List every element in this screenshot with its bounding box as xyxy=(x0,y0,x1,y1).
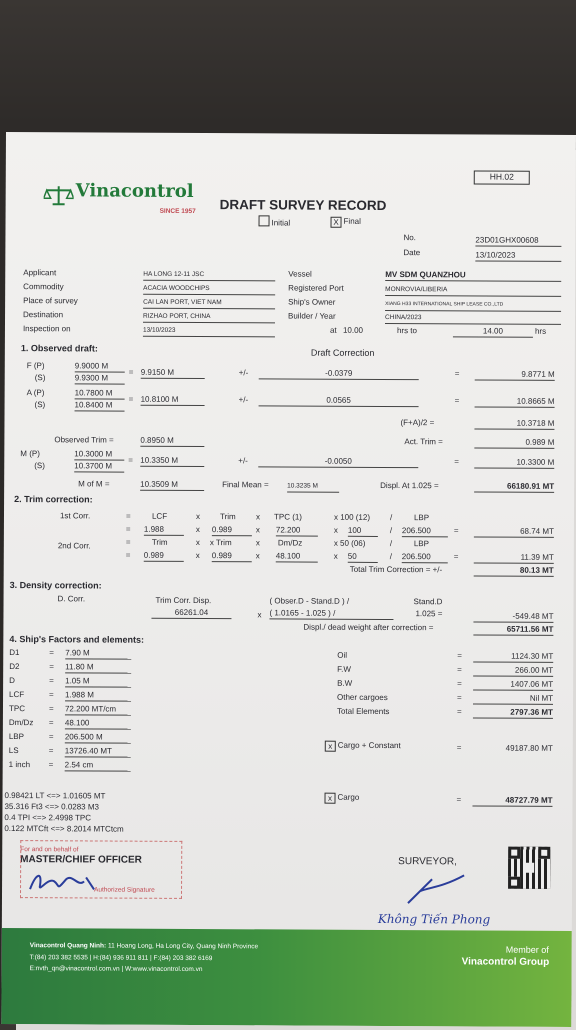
vessel-value: MV SDM QUANZHOU xyxy=(385,269,561,282)
ms-label: (S) xyxy=(34,460,45,471)
after-correction-value: 65711.56 MT xyxy=(473,623,553,635)
eq-sign: = xyxy=(128,455,133,466)
v2-dmdz: 48.100 xyxy=(276,550,318,562)
eq-sign: = xyxy=(49,745,54,756)
no-label: No. xyxy=(403,232,416,243)
scale-icon xyxy=(44,184,74,206)
eq-sign: = xyxy=(129,394,134,405)
owner-value: XIANG H33 INTERNATIONAL SHIP LEASE CO.,LTD xyxy=(385,299,561,312)
pm-sign: +/- xyxy=(239,367,249,378)
eq-sign: = xyxy=(457,706,462,717)
as-value: 10.8400 M xyxy=(75,399,125,411)
h1-lbp: LBP xyxy=(414,512,429,523)
mp-value: 10.3000 M xyxy=(74,448,124,460)
a-correction: 0.0565 xyxy=(259,394,419,407)
h2-dmdz: Dm/Dz xyxy=(278,537,303,548)
ms-value: 10.3700 M xyxy=(74,460,124,472)
footer-member: Member of xyxy=(506,945,549,955)
factor-value: 72.200 MT/cm xyxy=(65,703,131,715)
cargo-option: x Cargo xyxy=(324,792,359,804)
conv-mtc: 0.122 MTCft <=> 8.2014 MTCtcm xyxy=(4,823,123,835)
obs-trim-label: Observed Trim = xyxy=(54,434,113,445)
footer-tel: T:(84) 203 382 5535 | H:(84) 936 911 811 | F:(84) 203 382 6169 xyxy=(30,954,213,962)
eq-sign: = xyxy=(457,678,462,689)
fp-value: 9.9000 M xyxy=(75,360,125,372)
stand-d-value: 1.025 = xyxy=(415,608,442,619)
total-trim-label: Total Trim Correction = +/- xyxy=(350,564,443,575)
fa2-label: (F+A)/2 = xyxy=(400,417,434,428)
elements-list xyxy=(6,132,576,135)
eq-sign: = xyxy=(49,731,54,742)
eq-sign: = xyxy=(455,368,460,379)
section-observed-draft: 1. Observed draft: xyxy=(21,343,98,354)
stand-d-label: Stand.D xyxy=(414,596,443,607)
commodity-value: ACACIA WOODCHIPS xyxy=(143,283,275,296)
section-density-correction: 3. Density correction: xyxy=(10,580,102,591)
eq-sign: = xyxy=(129,367,134,378)
v1-lbp: 206.500 xyxy=(402,525,448,537)
doc-code: HH.02 xyxy=(475,171,529,182)
factor-value: 2.54 cm xyxy=(65,759,131,771)
tcd-value: 66261.04 xyxy=(151,607,231,619)
date-value: 13/10/2023 xyxy=(475,249,561,261)
r2-value: 11.39 MT xyxy=(474,551,554,563)
eq-sign: = xyxy=(49,759,54,770)
builder-value: CHINA/2023 xyxy=(385,312,561,325)
final-option: X Final xyxy=(331,216,361,228)
destination-label: Destination xyxy=(23,309,63,320)
a-result: 10.8665 M xyxy=(475,395,555,407)
factor-value: 11.80 M xyxy=(65,661,131,673)
stamp-for-behalf: For and on behalf of xyxy=(20,844,78,855)
place-value: CAI LAN PORT, VIET NAM xyxy=(143,297,275,310)
cargo-constant-checkbox: x xyxy=(325,741,336,752)
factor-key: 1 inch xyxy=(9,759,30,770)
m-mean: 10.3350 M xyxy=(140,455,204,467)
h1-slash: / xyxy=(390,512,392,523)
v1-100: 100 xyxy=(348,525,378,537)
h2-xtrim: x Trim xyxy=(210,537,232,548)
factor-key: D2 xyxy=(9,661,19,672)
factor-value: 48.100 xyxy=(65,717,131,729)
fp-label: F (P) xyxy=(27,360,45,371)
v2-lbp: 206.500 xyxy=(402,551,448,563)
footer-company: Vinacontrol Quang Ninh: 11 Hoang Long, Ha Long City, Quang Ninh Province xyxy=(30,942,258,950)
eq-sign: = xyxy=(457,664,462,675)
h2-lbp: LBP xyxy=(414,538,429,549)
conv-tpi: 0.4 TPI <=> 2.4998 TPC xyxy=(4,812,91,823)
as-label: (S) xyxy=(35,399,46,410)
factor-value: 1.05 M xyxy=(65,675,131,687)
hrs-to-label: hrs to xyxy=(397,325,417,336)
master-label: MASTER/CHIEF OFFICER xyxy=(20,854,142,866)
f-correction: -0.0379 xyxy=(259,367,419,380)
factor-value: 7.90 M xyxy=(65,647,131,659)
surveyor-label: SURVEYOR, xyxy=(398,856,457,867)
factor-value: 13726.40 MT xyxy=(65,745,131,757)
element-key: B.W xyxy=(337,678,352,689)
v2-trim2: 0.989 xyxy=(212,550,252,562)
v2-50: 50 xyxy=(348,551,378,563)
h1-100: x 100 (12) xyxy=(334,512,370,523)
first-corr-label: 1st Corr. xyxy=(60,510,90,521)
v1-tpc: 72.200 xyxy=(276,524,318,536)
footer-group: Vinacontrol Group xyxy=(462,956,550,967)
after-correction-label: Displ./ dead weight after correction = xyxy=(303,622,433,634)
factor-value: 1.988 M xyxy=(65,689,131,701)
element-value: 1124.30 MT xyxy=(473,650,553,662)
element-value: 266.00 MT xyxy=(473,664,553,676)
total-trim-value: 80.13 MT xyxy=(474,564,554,576)
f-mean: 9.9150 M xyxy=(141,367,205,379)
factor-key: Dm/Dz xyxy=(9,717,34,728)
eq-sign: = xyxy=(49,703,54,714)
no-value: 23D01GHX00608 xyxy=(475,234,561,246)
act-trim-value: 0.989 M xyxy=(474,436,554,448)
at-label: at xyxy=(330,325,337,336)
fa2-value: 10.3718 M xyxy=(474,417,554,429)
final-mean-label: Final Mean = xyxy=(222,479,269,490)
fs-value: 9.9300 M xyxy=(75,372,125,384)
ship-factors-list xyxy=(6,132,576,135)
factor-key: LBP xyxy=(9,731,24,742)
m-correction: -0.0050 xyxy=(258,455,418,468)
surveyor-name: Không Tiến Phong xyxy=(378,914,490,926)
h2-slash: / xyxy=(390,538,392,549)
cargo-value: 48727.79 MT xyxy=(472,794,552,806)
eq-sign: = xyxy=(455,395,460,406)
final-mean-value: 10.3235 M xyxy=(287,480,339,492)
surveyor-signature xyxy=(402,869,472,909)
qr-code xyxy=(508,847,550,889)
page-title: DRAFT SURVEY RECORD xyxy=(220,197,387,213)
place-label: Place of survey xyxy=(23,295,78,306)
initial-option: Initial xyxy=(258,215,290,228)
inspection-label: Inspection on xyxy=(23,323,71,334)
brand-name: Vinacontrol xyxy=(76,185,194,197)
density-formula-values: ( 1.0165 - 1.025 ) / xyxy=(269,607,393,620)
cargo-constant-value: 49187.80 MT xyxy=(473,742,553,753)
v1-trim: 0.989 xyxy=(212,524,252,536)
v1-lcf: 1.988 xyxy=(144,524,184,536)
inspection-value: 13/10/2023 xyxy=(143,325,275,338)
h1-tpc: TPC (1) xyxy=(274,511,302,522)
element-key: F.W xyxy=(337,664,351,675)
factor-key: LCF xyxy=(9,689,24,700)
hrs-label: hrs xyxy=(535,326,546,337)
final-checkbox: X xyxy=(331,217,342,228)
owner-label: Ship's Owner xyxy=(288,296,335,307)
eq-sign: = xyxy=(454,456,459,467)
factor-key: D xyxy=(9,675,15,686)
element-value: 1407.06 MT xyxy=(473,678,553,690)
stamp-authorized: Authorized Signature xyxy=(94,884,155,895)
element-key: Total Elements xyxy=(337,706,390,717)
draft-correction-heading: Draft Correction xyxy=(311,348,375,359)
destination-value: RIZHAO PORT, CHINA xyxy=(143,311,275,324)
h2-trim: Trim xyxy=(152,537,168,548)
vinacontrol-logo xyxy=(44,184,74,211)
pm-sign: +/- xyxy=(239,394,249,405)
vessel-label: Vessel xyxy=(288,268,312,279)
density-result: -549.48 MT xyxy=(473,610,553,622)
element-key: Other cargoes xyxy=(337,692,388,703)
h2-50: x 50 (06) xyxy=(334,538,366,549)
pm-sign: +/- xyxy=(238,455,248,466)
mom-label: M of M = xyxy=(78,478,109,489)
tcd-label: Trim Corr. Disp. xyxy=(156,595,212,606)
builder-label: Builder / Year xyxy=(288,310,336,321)
h1-trim: Trim xyxy=(220,511,236,522)
displ-value: 66180.91 MT xyxy=(474,480,554,492)
date-label: Date xyxy=(403,247,420,258)
master-signature xyxy=(26,867,106,897)
mp-label: M (P) xyxy=(20,448,40,459)
ap-label: A (P) xyxy=(27,387,45,398)
draft-survey-document: HH.02 Vinacontrol SINCE 1957 DRAFT SURVEY RECORD Initial X Final No. 23D01GHX00608 Date 13/10/2023 Applicant HA LONG 12-11 JSC Commodity ACACIA WOODCHIPS Place of survey CAI LAN PORT, VIET NAM Destination RIZHAO PORT, CHINA Inspection on 13/10/2023 Vessel MV SDM QUANZHOU Registered Port MONROVIA/LIBERIA Ship's Owner XIANG H33 INTERNATIONAL SHIP LEASE CO.,LTD Builder / Year CHINA/2023 at 10.00 hrs to 14.00 hrs 1. Observed draft: Draft Correction F (P) 9.9000 M (S) 9.9300 M = 9.9150 M +/- -0.0379 = 9.8771 M A (P) 10.7800 M (S) 10.8400 M = 10.8100 M +/- 0.0565 = 10.8665 M (F+A)/2 = 10.3718 M Observed Trim = 0.8950 M Act. Trim = 0.989 M M (P) 10.3000 M (S) 10.3700 M = 10.3350 M +/- -0.0050 = 10.3300 M M of M = 10.3509 M Final Mean = 10.3235 M Displ. At 1.025 = 66180.91 MT 2. Trim correction: 1st Corr. 2nd Corr. = LCF x Trim x TPC (1) x 100 (12) / LBP = 1.988 x 0.989 x 72.200 x 100 / 206.500 = 68.74 MT = Trim x x Trim x Dm/Dz x 50 (06) / LBP = 0.989 x 0.989 x 48.100 x 50 / 206.500 = 11.39 MT Total Trim Correction = +/- 80.13 MT 3. Density correction: D. Corr. Trim Corr. Disp. 66261.04 x ( Obser.D - Stand.D ) / Stand.D ( 1.0165 - 1.025 ) / 1.025 = -549.48 MT Displ./ dead weight after correction = 65711.56 MT 4. Ship's Factors and elements: D1 = 7.90 M D2 = 11.80 M D = 1.05 M LCF = 1.988 M TPC = 72.200 MT/cm Dm/Dz = 48.100 LBP = 206.500 M LS = 13726.40 MT 1 inch = 2.54 cm Oil = 1124.30 MT F.W = 266.00 MT B.W = 1407.06 MT Other cargoes = Nil MT Total Elements = 2797.36 MT x Cargo + Constant = 49187.80 MT 0.98421 LT <=> 1.01605 MT 35.316 Ft3 <=> 0.0283 M3 0.4 TPI <=> 2.4998 TPC 0.122 MTCft <=> 8.2014 MTCtcm x Cargo = 48727.79 MT MASTER/CHIEF OFFICER For and on behalf of Authorized Signature SURVEYOR, Không Tiến Phong Vinacontrol Quang Ninh: 11 Hoang Long, Ha Long City, Quang Ninh Province T:(84) 203 382 5535 | H:(84) 936 911 811 | F:(84) 203 382 6169 E:nvth_qn@vinacontrol.com.vn | W:www.vinacontrol.com.vn Member of Vinacontrol Group xyxy=(1,132,576,1027)
v2-trim: 0.989 xyxy=(144,550,184,562)
r1-value: 68.74 MT xyxy=(474,525,554,537)
factor-value: 206.500 M xyxy=(65,731,131,743)
factor-key: TPC xyxy=(9,703,25,714)
element-value: Nil MT xyxy=(473,692,553,704)
density-formula-head: ( Obser.D - Stand.D ) / xyxy=(270,595,350,606)
second-corr-label: 2nd Corr. xyxy=(58,540,91,551)
section-ship-factors: 4. Ship's Factors and elements: xyxy=(9,634,144,646)
port-value: MONROVIA/LIBERIA xyxy=(385,284,561,297)
conv-lt: 0.98421 LT <=> 1.01605 MT xyxy=(4,790,105,802)
since-label: SINCE 1957 xyxy=(160,206,196,217)
initial-checkbox xyxy=(259,215,270,226)
fs-label: (S) xyxy=(35,372,46,383)
eq-sign: = xyxy=(457,650,462,661)
doc-code-box xyxy=(474,170,530,184)
at-value: 10.00 xyxy=(343,325,363,336)
factor-key: LS xyxy=(9,745,19,756)
to-value: 14.00 xyxy=(453,325,533,337)
obs-trim-value: 0.8950 M xyxy=(140,435,204,447)
conv-ft3: 35.316 Ft3 <=> 0.0283 M3 xyxy=(4,801,99,812)
act-trim-label: Act. Trim = xyxy=(404,436,443,447)
eq-sign: = xyxy=(457,692,462,703)
displ-label: Displ. At 1.025 = xyxy=(380,480,439,491)
cargo-constant-option: x Cargo + Constant xyxy=(325,740,401,752)
eq-sign: = xyxy=(49,717,54,728)
mom-value: 10.3509 M xyxy=(140,479,204,491)
footer-banner xyxy=(1,928,571,1027)
h1-lcf: LCF xyxy=(152,511,167,522)
footer-email: E:nvth_qn@vinacontrol.com.vn | W:www.vinacontrol.com.vn xyxy=(30,965,203,973)
cargo-checkbox: x xyxy=(324,793,335,804)
dcorr-label: D. Corr. xyxy=(58,593,86,604)
a-mean: 10.8100 M xyxy=(141,394,205,406)
f-result: 9.8771 M xyxy=(475,368,555,380)
eq-sign: = xyxy=(49,689,54,700)
port-label: Registered Port xyxy=(288,282,344,293)
section-trim-correction: 2. Trim correction: xyxy=(14,494,93,505)
element-key: Oil xyxy=(337,650,347,661)
element-value: 2797.36 MT xyxy=(473,706,553,718)
commodity-label: Commodity xyxy=(23,281,64,292)
applicant-value: HA LONG 12-11 JSC xyxy=(143,269,275,282)
eq-sign: = xyxy=(49,675,54,686)
applicant-label: Applicant xyxy=(23,267,56,278)
factor-key: D1 xyxy=(9,647,19,658)
m-result: 10.3300 M xyxy=(474,456,554,468)
eq-sign: = xyxy=(49,647,54,658)
eq-sign: = xyxy=(49,661,54,672)
ap-value: 10.7800 M xyxy=(75,387,125,399)
